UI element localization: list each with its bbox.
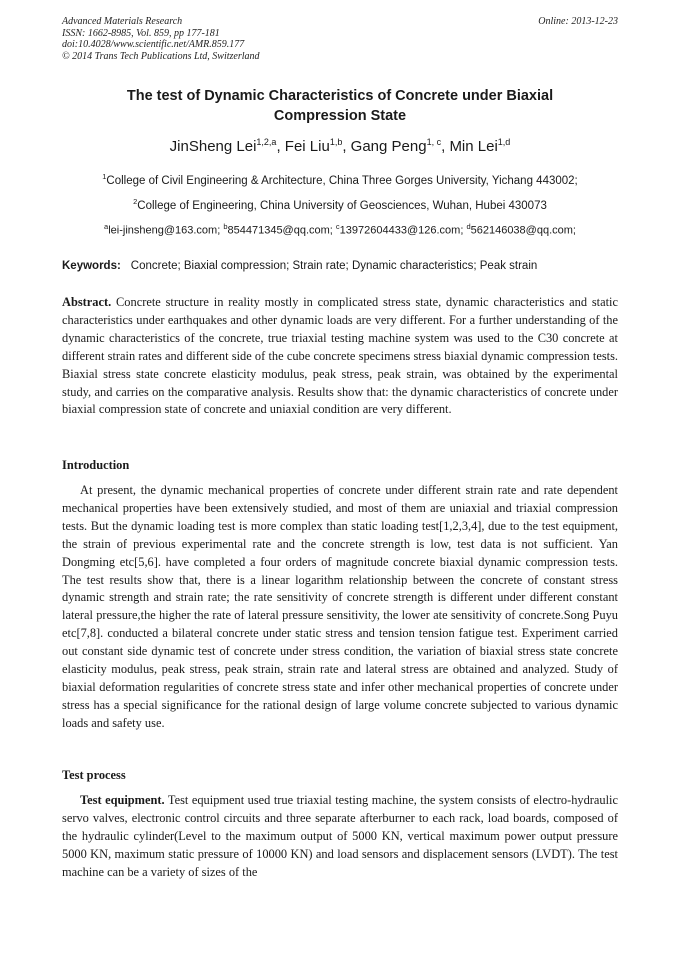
introduction-heading: Introduction bbox=[62, 458, 130, 472]
title-line-2: Compression State bbox=[273, 108, 407, 124]
email-sup: a bbox=[104, 222, 109, 231]
author-separator: , bbox=[342, 138, 351, 155]
author-separator: , bbox=[441, 138, 450, 155]
keywords-label: Keywords: bbox=[62, 260, 121, 272]
test-process-heading: Test process bbox=[62, 768, 126, 782]
author-name: Min Lei bbox=[449, 138, 498, 155]
email-sup: d bbox=[466, 222, 471, 231]
journal-header bbox=[62, 16, 618, 62]
abstract-paragraph bbox=[62, 294, 618, 419]
test-equipment-paragraph bbox=[62, 792, 618, 882]
affiliation-2 bbox=[62, 195, 618, 213]
issn-line: ISSN: 1662-8985, Vol. 859, pp 177-181 bbox=[62, 27, 220, 39]
journal-name: Advanced Materials Research bbox=[62, 16, 183, 27]
email: 13972604433@126.com; bbox=[339, 224, 467, 237]
title-line-1: The test of Dynamic Characteristics of Concrete under Biaxial bbox=[126, 88, 554, 104]
email: 562146038@qq.com; bbox=[470, 224, 576, 237]
abstract-text: Concrete structure in reality mostly in complicated stress state, dynamic characteristics and static characteristics under earthquakes and other dynamic loads are very different. For a further understanding of the dynamic characteristics of the concrete, true triaxial testing machine system was used to the C30 concrete at different strain rates and different side of the cube concrete specimens stress biaxial dynamic compression tests. Biaxial stress state concrete elasticity modulus, peak stress, peak strain, was obtained by the experimental study, and carries on the comparative analysis. Results show that: the dynamic characteristics of concrete under biaxial compression state of concrete and uniaxial condition are very different. bbox=[62, 295, 618, 417]
test-equipment-text: Test equipment used true triaxial testing machine, the system consists of electro-hydraulic servo valves, electronic control circuits and three separate afterburner to each rack, load boards, composed of the hydraulic cylinder(Level to the maximum output of 5000 KN, vertical maximum power output pressure 5000 KN, maximum static pressure of 10000 KN) and load sensors and displacement sensors (LVDT). The test machine can be a variety of sizes of the bbox=[62, 793, 619, 879]
affiliation-sup: 1 bbox=[102, 172, 107, 181]
abstract-label: Abstract. bbox=[62, 295, 112, 309]
introduction-paragraph: At present, the dynamic mechanical properties of concrete under different strain rate and rate dependent mechanical properties have been extensively studied, and most of them are uniaxial and triaxial compression tests. But the dynamic loading test is more complex than static loading test[1,2,3,4], due to the test equipment, the strain of previous experimental rate and the concrete strength is low, test data is not sufficient. Yan Dongming etc[5,6]. have completed a four orders of magnitude concrete biaxial dynamic compression tests. The test results show that, there is a linear logarithm relationship between the concrete of constant stress dynamic strength and strain rate; the rate sensitivity of concrete strength is different under different constant lateral pressure,the higher the rate of lateral pressure sensitivity, the lower ate sensitivity of concrete.Song Puyu etc[7,8]. conducted a bilateral concrete under static stress and tension tension fatigue test. Experiment carried out constant side dynamic test of concrete under stress condition, the variation of biaxial stress state concrete elasticity modulus, peak stress, peak strain, strain rate and lateral stress are obtained and analyzed. Study of biaxial deformation regularities of concrete stress state and infer other mechanical properties of concrete under stress has a special significance for the rational design of large volume concrete subjected to various dynamic loads and safety use. bbox=[62, 483, 618, 730]
author-name: Gang Peng bbox=[350, 138, 427, 155]
copyright-line: © 2014 Trans Tech Publications Ltd, Switzerland bbox=[62, 50, 260, 62]
email: lei-jinsheng@163.com; bbox=[108, 224, 224, 237]
keywords-text: Concrete; Biaxial compression; Strain rate; Dynamic characteristics; Peak strain bbox=[130, 260, 538, 272]
author-separator: , bbox=[276, 138, 285, 155]
affiliation-text: College of Civil Engineering & Architecture, China Three Gorges University, Yichang 443002; bbox=[106, 174, 578, 187]
email-sup: b bbox=[223, 222, 228, 231]
online-date: Online: 2013-12-23 bbox=[538, 16, 618, 27]
affiliation-sup: 2 bbox=[133, 197, 138, 206]
affiliation-1 bbox=[62, 170, 618, 188]
affiliation-text: College of Engineering, China University of Geosciences, Wuhan, Hubei 430073 bbox=[137, 199, 547, 212]
author-list bbox=[62, 132, 618, 157]
author-emails bbox=[62, 220, 618, 238]
author-sup: 1, c bbox=[426, 137, 442, 147]
email: 854471345@qq.com; bbox=[227, 224, 336, 237]
test-equipment-label: Test equipment. bbox=[80, 793, 165, 807]
author-sup: 1,2,a bbox=[256, 137, 277, 147]
author-name: JinSheng Lei bbox=[169, 138, 257, 155]
author-sup: 1,d bbox=[497, 137, 511, 147]
author-sup: 1,b bbox=[329, 137, 343, 147]
paper-title bbox=[62, 86, 618, 126]
keywords bbox=[62, 259, 618, 273]
doi-line: doi:10.4028/www.scientific.net/AMR.859.177 bbox=[62, 39, 245, 50]
email-sup: c bbox=[335, 222, 340, 231]
author-name: Fei Liu bbox=[284, 138, 330, 155]
